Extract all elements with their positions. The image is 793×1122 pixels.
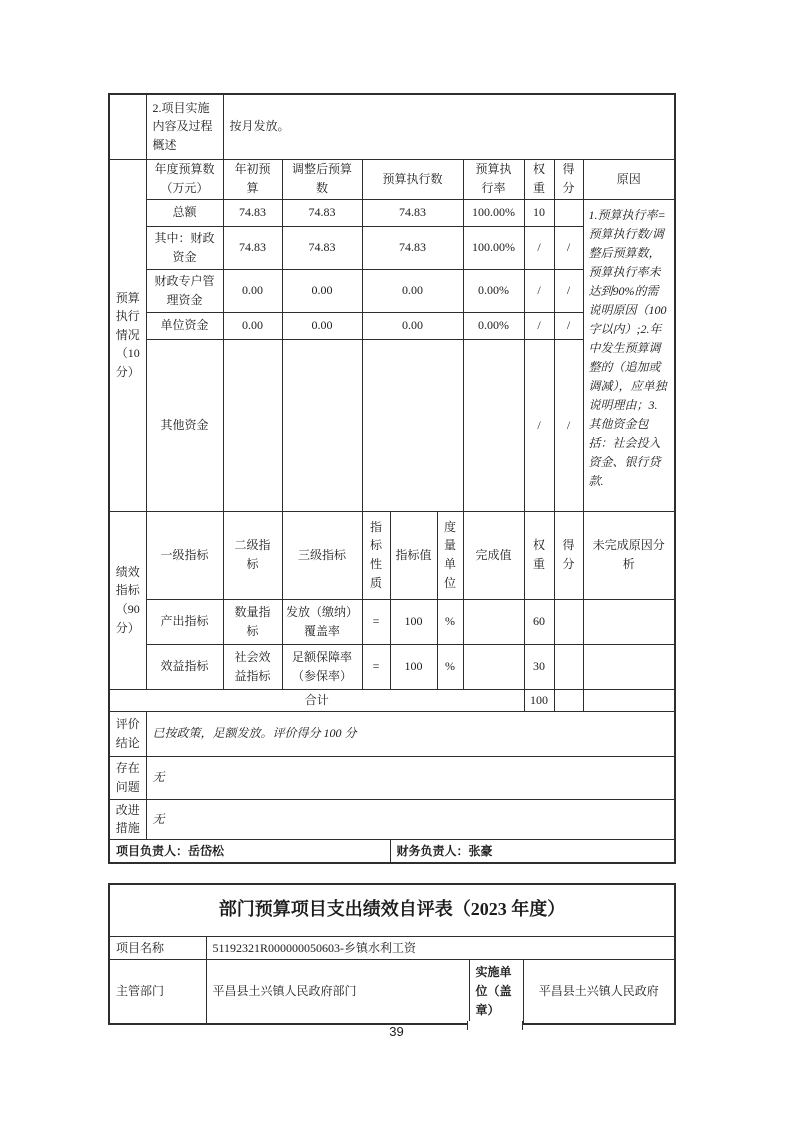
problems-row — [109, 756, 675, 799]
perf-header-score: 得分 — [554, 511, 583, 599]
perf-l1-value: 效益指标 — [146, 644, 223, 689]
perf-actual-value — [463, 599, 524, 644]
self-eval-table-2023 — [108, 883, 676, 1025]
perf-section-label-cell: 绩效指标（90分） — [109, 511, 146, 689]
project-name-row — [109, 936, 675, 960]
perf-actual-value — [463, 644, 524, 689]
budget-initial-value: 74.83 — [223, 199, 282, 226]
budget-executed-value — [362, 339, 463, 511]
perf-l1-value: 产出指标 — [146, 599, 223, 644]
dept-row — [109, 960, 675, 1024]
dept-value-cell: 平昌县土兴镇人民政府部门 — [206, 960, 469, 1024]
perf-target-value: 100 — [390, 644, 437, 689]
budget-row-label: 财政专户管理资金 — [146, 269, 223, 312]
perf-total-weight-cell: 100 — [524, 689, 554, 711]
budget-header-score: 得分 — [554, 159, 583, 199]
budget-adjusted-value: 74.83 — [282, 226, 362, 269]
budget-score-value: / — [554, 269, 583, 312]
dept-label-cell: 主管部门 — [109, 960, 206, 1024]
perf-header-target: 指标值 — [390, 511, 437, 599]
budget-row-total — [109, 199, 675, 226]
perf-total-analysis-cell — [583, 689, 675, 711]
budget-initial-value: 0.00 — [223, 269, 282, 312]
page-number: 39 — [389, 1024, 404, 1039]
impl-row — [109, 94, 675, 159]
budget-score-value: / — [554, 226, 583, 269]
perf-l2-value: 社会效益指标 — [223, 644, 282, 689]
project-name-value-cell: 51192321R000000050603-乡镇水利工资 — [206, 936, 675, 960]
perf-l3-value: 发放（缴纳）覆盖率 — [282, 599, 362, 644]
budget-executed-value: 74.83 — [362, 199, 463, 226]
perf-header-analysis: 未完成原因分析 — [583, 511, 675, 599]
impl-unit-value-cell: 平昌县土兴镇人民政府 — [523, 960, 675, 1024]
budget-weight-value: 10 — [524, 199, 554, 226]
budget-row-label: 其中：财政资金 — [146, 226, 223, 269]
budget-header-annual: 年度预算数（万元） — [146, 159, 223, 199]
budget-adjusted-value: 0.00 — [282, 312, 362, 339]
budget-executed-value: 0.00 — [362, 312, 463, 339]
budget-weight-value: / — [524, 226, 554, 269]
perf-weight-value: 60 — [524, 599, 554, 644]
budget-initial-value: 0.00 — [223, 312, 282, 339]
improvements-value-cell: 无 — [146, 799, 675, 839]
conclusion-label-cell: 评价结论 — [109, 711, 146, 756]
budget-reason-cell: 1.预算执行率=预算执行数/调整后预算数，预算执行率未达到90%的需说明原因（100字以内）;2.年中发生预算调整的（追加或调减），应单独说明理由；3.其他资金包括：社会投入资金、银行贷款. — [583, 199, 675, 511]
project-name-label-cell: 项目名称 — [109, 936, 206, 960]
perf-header-unit: 度量单位 — [437, 511, 463, 599]
impl-left-spacer-cell — [109, 94, 146, 159]
perf-header-weight: 权重 — [524, 511, 554, 599]
budget-weight-value: / — [524, 312, 554, 339]
perf-header-l2: 二级指标 — [223, 511, 282, 599]
budget-header-executed: 预算执行数 — [362, 159, 463, 199]
perf-analysis-value — [583, 599, 675, 644]
budget-initial-value: 74.83 — [223, 226, 282, 269]
signature-row — [109, 839, 675, 863]
perf-weight-value: 30 — [524, 644, 554, 689]
budget-initial-value — [223, 339, 282, 511]
perf-header-nature: 指标性质 — [362, 511, 390, 599]
budget-rate-value: 0.00% — [463, 312, 524, 339]
budget-executed-value: 0.00 — [362, 269, 463, 312]
budget-rate-value: 100.00% — [463, 199, 524, 226]
table2-title: 部门预算项目支出绩效自评表（2023 年度） — [109, 884, 675, 936]
budget-rate-value — [463, 339, 524, 511]
budget-weight-value: / — [524, 269, 554, 312]
budget-header-reason: 原因 — [583, 159, 675, 199]
budget-score-value — [554, 199, 583, 226]
perf-total-label-cell: 合计 — [109, 689, 524, 711]
improvements-label-cell: 改进措施 — [109, 799, 146, 839]
perf-total-score-cell — [554, 689, 583, 711]
conclusion-value-cell: 已按政策，足额发放。评价得分 100 分 — [146, 711, 675, 756]
budget-adjusted-value: 74.83 — [282, 199, 362, 226]
impl-label-cell: 2.项目实施内容及过程概述 — [146, 94, 223, 159]
perf-unit-value: % — [437, 644, 463, 689]
perf-l2-value: 数量指标 — [223, 599, 282, 644]
budget-header-adjusted: 调整后预算数 — [282, 159, 362, 199]
improvements-row — [109, 799, 675, 839]
perf-nature-value: = — [362, 644, 390, 689]
perf-row-benefit — [109, 644, 675, 689]
perf-row-output — [109, 599, 675, 644]
budget-adjusted-value — [282, 339, 362, 511]
budget-rate-value: 100.00% — [463, 226, 524, 269]
finance-lead-cell: 财务负责人：张豪 — [390, 839, 675, 863]
budget-row-label: 单位资金 — [146, 312, 223, 339]
perf-header-l3: 三级指标 — [282, 511, 362, 599]
perf-analysis-value — [583, 644, 675, 689]
conclusion-row — [109, 711, 675, 756]
budget-header-initial: 年初预算 — [223, 159, 282, 199]
budget-row-label: 其他资金 — [146, 339, 223, 511]
perf-nature-value: = — [362, 599, 390, 644]
impl-unit-label-cell: 实施单位（盖章） — [469, 960, 523, 1024]
perf-header-row — [109, 511, 675, 599]
budget-adjusted-value: 0.00 — [282, 269, 362, 312]
budget-weight-value: / — [524, 339, 554, 511]
perf-l3-value: 足额保障率（参保率） — [282, 644, 362, 689]
budget-executed-value: 74.83 — [362, 226, 463, 269]
impl-value-cell: 按月发放。 — [223, 94, 675, 159]
budget-rate-value: 0.00% — [463, 269, 524, 312]
budget-score-value: / — [554, 339, 583, 511]
budget-section-label-cell: 预算执行情况（10分） — [109, 159, 146, 511]
budget-header-weight: 权重 — [524, 159, 554, 199]
perf-unit-value: % — [437, 599, 463, 644]
perf-total-row — [109, 689, 675, 711]
perf-target-value: 100 — [390, 599, 437, 644]
budget-header-rate: 预算执行率 — [463, 159, 524, 199]
perf-header-l1: 一级指标 — [146, 511, 223, 599]
problems-value-cell: 无 — [146, 756, 675, 799]
problems-label-cell: 存在问题 — [109, 756, 146, 799]
evaluation-table — [108, 93, 676, 864]
budget-header-row — [109, 159, 675, 199]
perf-score-value — [554, 644, 583, 689]
budget-row-label: 总额 — [146, 199, 223, 226]
perf-score-value — [554, 599, 583, 644]
table2-title-row — [109, 884, 675, 936]
perf-header-actual: 完成值 — [463, 511, 524, 599]
budget-score-value: / — [554, 312, 583, 339]
project-lead-cell: 项目负责人：岳岱松 — [109, 839, 390, 863]
